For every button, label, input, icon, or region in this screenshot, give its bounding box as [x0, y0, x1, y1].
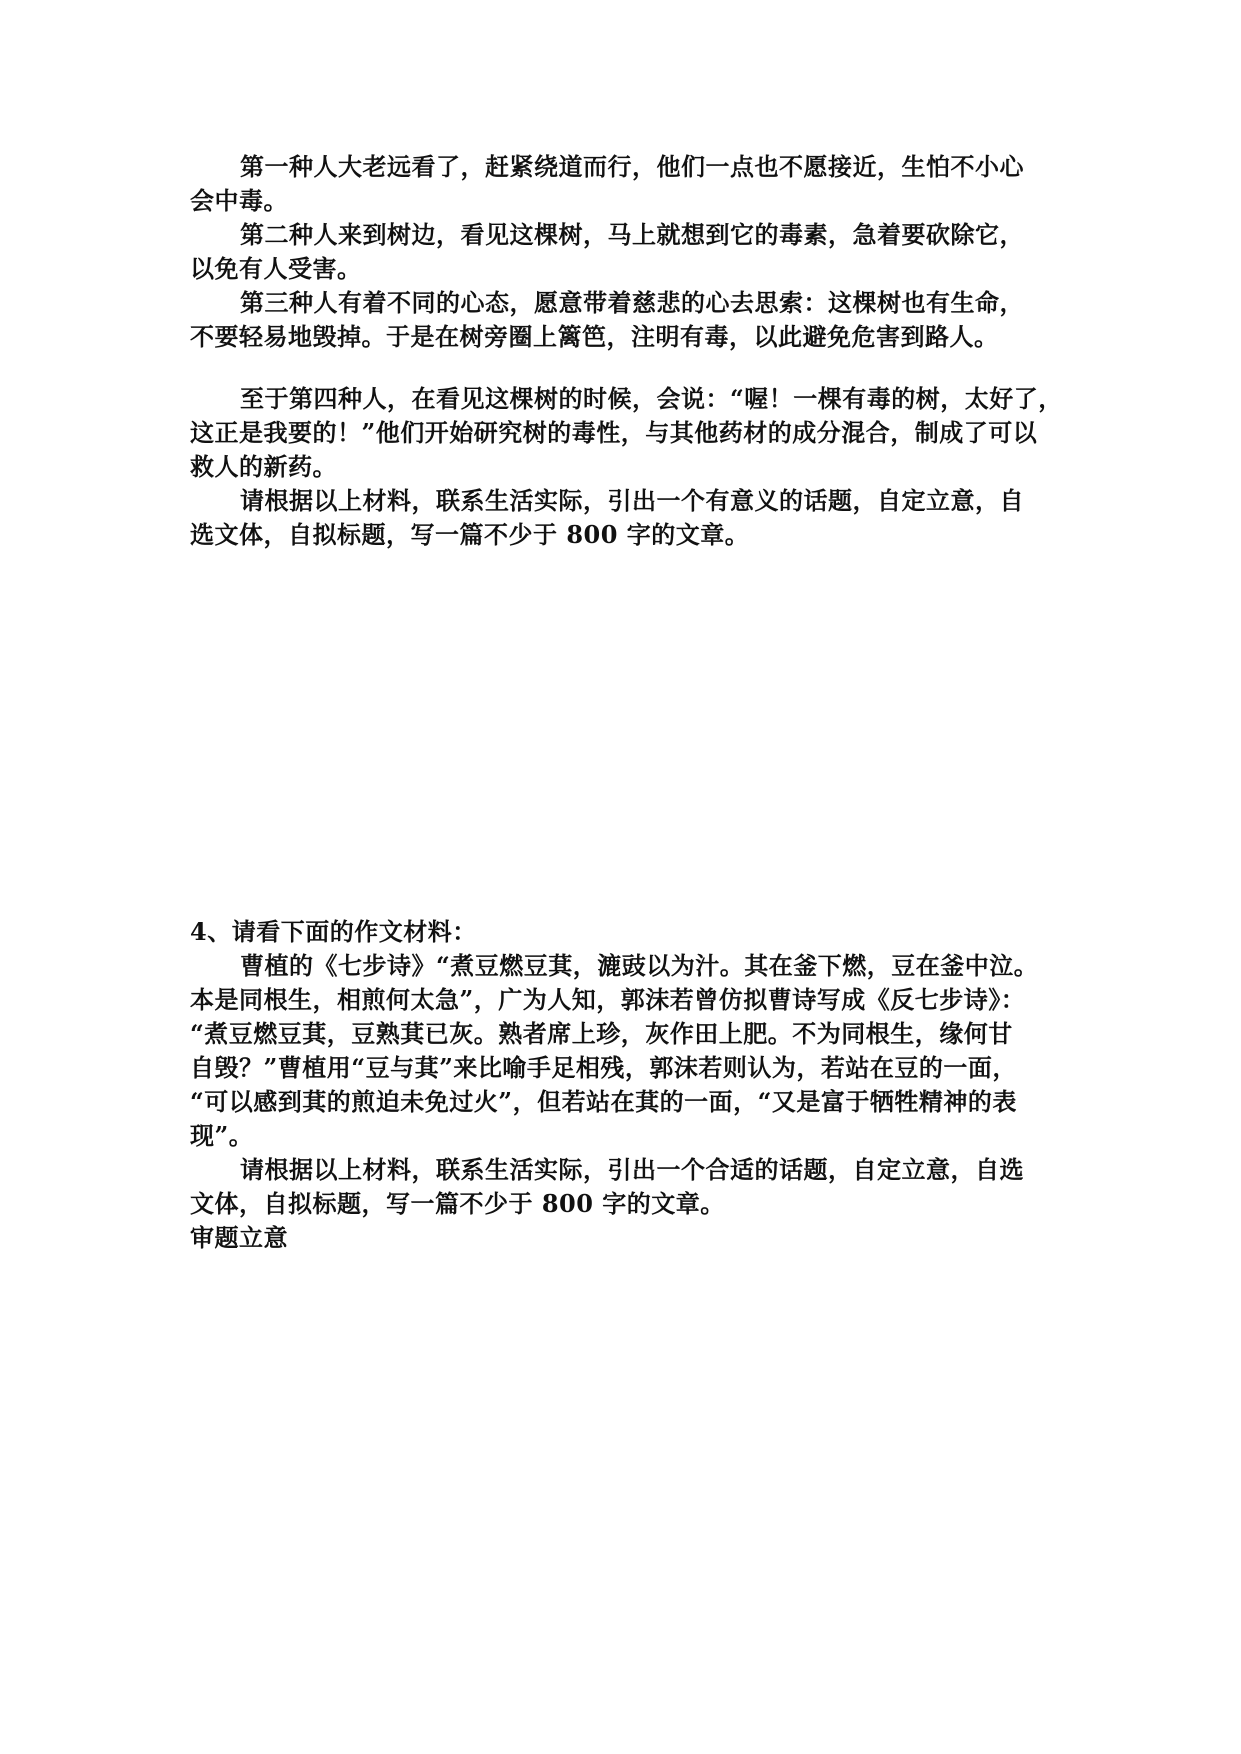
paragraph-line: “煮豆燃豆萁，豆熟萁已灰。熟者席上珍，灰作田上肥。不为同根生，缘何甘	[190, 1019, 1013, 1048]
paragraph-line: 第二种人来到树边，看见这棵树，马上就想到它的毒素，急着要砍除它，	[240, 220, 1024, 249]
writing-prompt-line: 请根据以上材料，联系生活实际，引出一个合适的话题，自定立意，自选	[240, 1155, 1024, 1184]
paragraph-line: 第一种人大老远看了，赶紧绕道而行，他们一点也不愿接近，生怕不小心	[240, 152, 1024, 181]
paragraph-line: 这正是我要的！”他们开始研究树的毒性，与其他药材的成分混合，制成了可以	[190, 418, 1038, 447]
paragraph-line: 曹植的《七步诗》“煮豆燃豆萁，漉豉以为汁。其在釜下燃，豆在釜中泣。	[240, 951, 1039, 980]
question-heading: 4、请看下面的作文材料：	[190, 917, 477, 946]
paragraph-line: 不要轻易地毁掉。于是在树旁圈上篱笆，注明有毒，以此避免危害到路人。	[190, 322, 999, 351]
writing-prompt-line: 选文体，自拟标题，写一篇不少于 800 字的文章。	[190, 520, 750, 549]
paragraph-line: “可以感到萁的煎迫未免过火”，但若站在萁的一面，“又是富于牺牲精神的表	[190, 1087, 1017, 1116]
paragraph-line: 至于第四种人，在看见这棵树的时候，会说：“喔！一棵有毒的树，太好了，	[240, 384, 1063, 413]
paragraph-line: 本是同根生，相煎何太急”，广为人知，郭沫若曾仿拟曹诗写成《反七步诗》：	[190, 985, 1026, 1014]
paragraph-line: 救人的新药。	[190, 452, 337, 481]
writing-prompt-line: 文体，自拟标题，写一篇不少于 800 字的文章。	[190, 1189, 725, 1218]
footer-label: 审题立意	[190, 1223, 288, 1252]
writing-prompt-line: 请根据以上材料，联系生活实际，引出一个有意义的话题，自定立意，自	[240, 486, 1024, 515]
paragraph-line: 现”。	[190, 1121, 254, 1150]
paragraph-line: 会中毒。	[190, 186, 288, 215]
paragraph-line: 自毁？”曹植用“豆与萁”来比喻手足相残，郭沫若则认为，若站在豆的一面，	[190, 1053, 1017, 1082]
paragraph-line: 以免有人受害。	[190, 254, 362, 283]
paragraph-line: 第三种人有着不同的心态，愿意带着慈悲的心去思索：这棵树也有生命，	[240, 288, 1024, 317]
